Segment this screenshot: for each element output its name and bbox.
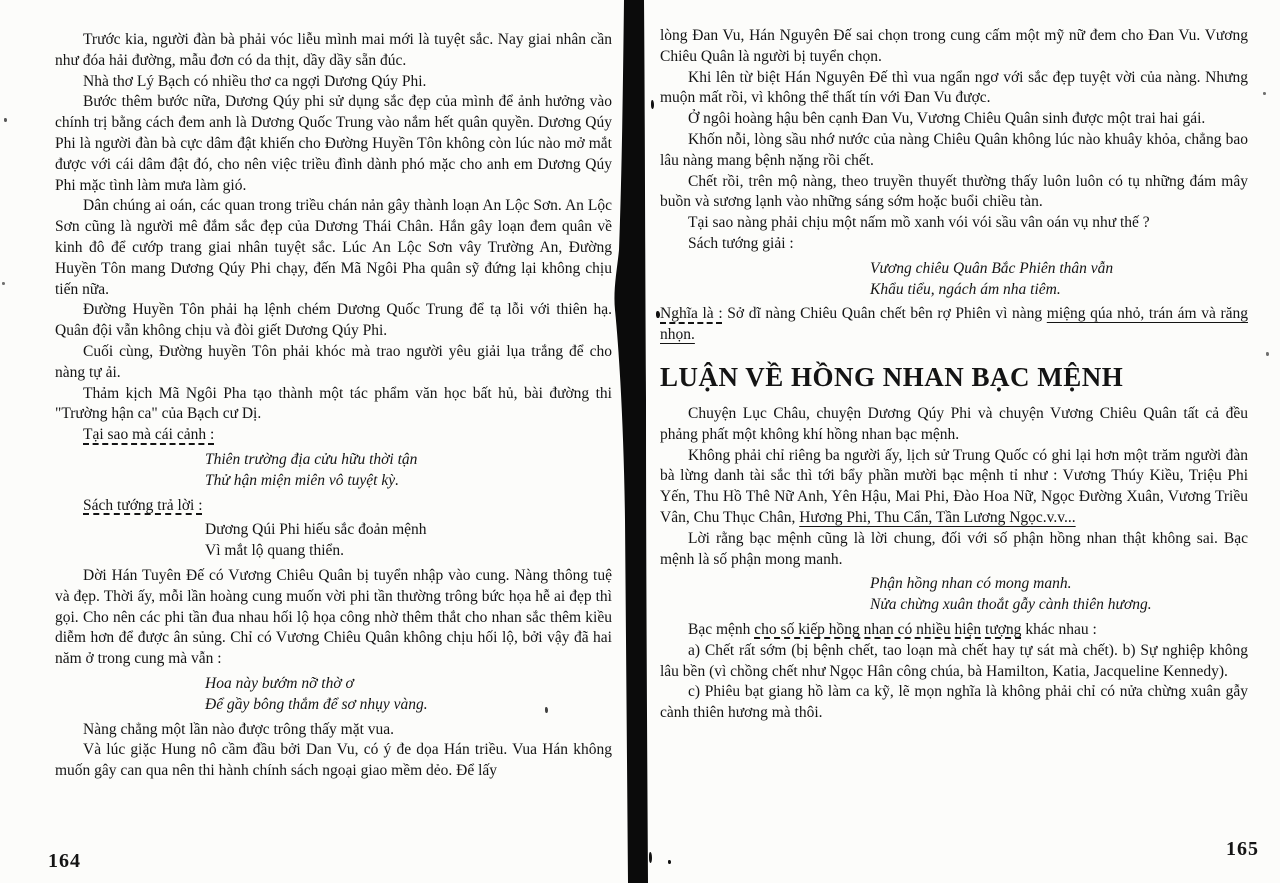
verse: [205, 674, 612, 716]
ink-speck: [1263, 92, 1266, 95]
paragraph: Lời rằng bạc mệnh cũng là lời chung, đối với số phận hồng nhan thật không sai. Bạc mệnh là số phận mong manh.: [660, 529, 1248, 568]
verse: [205, 520, 612, 562]
verse-line: Khẩu tiểu, ngách ám nha tiêm.: [870, 280, 1061, 298]
verse-line: Phận hồng nhan có mong manh.: [870, 575, 1072, 593]
paragraph: Bước thêm bước nữa, Dương Qúy phi sử dụng sắc đẹp của mình để ảnh hưởng vào chính trị bằng cách đem anh là Dương Quốc Trung vào nắm hết quân quyền. Dương Qúy Phi là người đàn bà cực dâm đật khiến cho Đường Huyền Tôn không còn lúc nào mở mắt được với cái dâm đật đó, cho nên việc triều đình dành phó mặc cho anh em Dương Qúy Phi mặc tình làm mưa làm gió.: [55, 93, 612, 194]
paragraph: Dân chúng ai oán, các quan trong triều chán nản gây thành loạn An Lộc Sơn. An Lộc Sơn cũng là người mê đắm sắc đẹp của Dương Thái Chân. Hắn gây loạn đem quân về kinh đô để cướp trang giai nhân tuyệt sắc. Lúc An Lộc Sơn vây Trường An, Đường Huyền Tôn mang Dương Qúy Phi chạy, đến Mã Ngôi Pha quân sỹ đứng lại không chịu tiến nữa.: [55, 197, 612, 298]
paragraph: Sách tướng giải :: [688, 234, 794, 252]
paragraph-text: Bạc mệnh: [688, 620, 755, 638]
paragraph: Nàng chẳng một lần nào được trông thấy mặt vua.: [83, 720, 395, 738]
paragraph: Dời Hán Tuyên Đế có Vương Chiêu Quân bị tuyển nhập vào cung. Nàng thông tuệ và đẹp. Thời ấy, mỗi lần hoàng cung muốn vời phi tần thường trông bức họa hễ ai đẹp thì gọi. Cho nên các phi tần đua nhau hối lộ họa công nhờ thêm thắt cho nhan sắc thêm kiều diễm hơn để được ân sủng. Chỉ có Vương Chiêu Quân không chịu hối lộ, bởi vậy đã hai năm ở trong cung mà vẫn :: [55, 566, 612, 668]
paragraph: lòng Đan Vu, Hán Nguyên Đế sai chọn trong cung cấm một mỹ nữ đem cho Đan Vu. Vương Chiêu Quân là người bị tuyển chọn.: [660, 27, 1248, 65]
underlined-text: Sách tướng trả lời :: [83, 496, 203, 514]
verse-line: Nửa chừng xuân thoắt gẫy cành thiên hương.: [870, 596, 1152, 614]
paragraph-text: Không phải chỉ riêng ba người ấy, lịch sử Trung Quốc có ghi lại hơn một trăm người đàn bà lừng danh tài sắc thì tới bẩy phần mười bạc mệnh tỉ như : Vương Thúy Kiều, Triệu Phi Yến, Thu Hồ Thê Nữ Anh, Yên Hậu, Mai Phi, Đào Hoa Nữ, Ngọc Đường Xuân, Vương Triều Vân, Chu Thục Chân,: [660, 446, 1248, 526]
paragraph-text: Sở dĩ nàng Chiêu Quân chết bên rợ Phiên vì nàng: [722, 305, 1047, 323]
verse-line: Để gầy bông thắm để sơ nhụy vàng.: [205, 695, 428, 713]
ink-speck: [4, 118, 7, 122]
paragraph: [660, 446, 1248, 529]
verse: [870, 259, 1248, 301]
paragraph: Nhà thơ Lý Bạch có nhiều thơ ca ngợi Dương Qúy Phi.: [83, 72, 427, 90]
verse-line: Hoa này bướm nỡ thờ ơ: [205, 674, 354, 692]
verse: [870, 574, 1248, 616]
ink-speck: [1266, 352, 1269, 356]
paragraph: a) Chết rất sớm (bị bệnh chết, tao loạn mà chết hay tự sát mà chết). b) Sự nghiệp không lâu bền (vì chồng chết như Ngọc Hân công chúa, bà Hamilton, Katia, Jacqueline Kennedy).: [660, 641, 1248, 680]
paragraph: Chết rồi, trên mộ nàng, theo truyền thuyết thường thấy luôn luôn có tụ những đám mây buồn và sương lạnh vào những sáng sớm hoặc buổi chiều tàn.: [660, 172, 1248, 211]
gutter-shape: [614, 0, 648, 883]
paragraph: [55, 425, 612, 446]
ink-speck: [2, 282, 5, 285]
ink-speck: [668, 860, 671, 864]
verse-line: Thử hận miện miên vô tuyệt kỳ.: [205, 471, 399, 489]
page-number-right: 165: [1226, 838, 1259, 860]
paragraph: Chuyện Lục Châu, chuyện Dương Qúy Phi và chuyện Vương Chiêu Quân tất cả đều phảng phất một không khí hồng nhan bạc mệnh.: [660, 404, 1248, 443]
page-left: [55, 30, 612, 782]
paragraph: [660, 304, 1248, 346]
underlined-text: Nghĩa là :: [660, 305, 723, 323]
paragraph: c) Phiêu bạt giang hồ làm ca kỹ, lẽ mọn nghĩa là không phải chỉ có nửa chừng xuân gẫy cành thiên hương mà thôi.: [660, 683, 1248, 722]
verse: [205, 450, 612, 492]
ink-speck: [649, 852, 652, 863]
ink-speck: [656, 311, 660, 318]
paragraph: Cuối cùng, Đường huyền Tôn phải khóc mà trao người yêu giải lụa trắng để cho nàng tự ải.: [55, 342, 612, 381]
verse-line: Dương Qúi Phi hiếu sắc đoản mệnh: [205, 521, 427, 539]
ink-speck: [545, 707, 548, 713]
ink-speck: [651, 100, 654, 109]
paragraph: Trước kia, người đàn bà phải vóc liễu mình mai mới là tuyệt sắc. Nay giai nhân cần như đóa hải đường, mẫu đơn có da thịt, dầy dầy sẵn đúc.: [55, 31, 612, 69]
paragraph: Khốn nỗi, lòng sầu nhớ nước của nàng Chiêu Quân không lúc nào khuây khỏa, chẳng bao lâu nàng mang bệnh nặng rồi chết.: [660, 130, 1248, 169]
verse-line: Vì mắt lộ quang thiển.: [205, 542, 345, 560]
verse-line: Vương chiêu Quân Bắc Phiên thân vẫn: [870, 259, 1114, 277]
paragraph: [55, 496, 612, 517]
paragraph: [660, 620, 1248, 641]
paragraph-text: khác nhau :: [1021, 620, 1097, 638]
underlined-text: cho số kiếp hồng nhan có nhiều hiện tượng: [754, 620, 1022, 638]
underlined-text: Tại sao mà cái cảnh :: [83, 426, 215, 444]
paragraph: Đường Huyền Tôn phải hạ lệnh chém Dương Quốc Trung để tạ lỗi với thiên hạ. Quân đội vẫn không chịu và đòi giết Dương Qúy Phi.: [55, 301, 612, 340]
page-number-left: 164: [48, 850, 81, 872]
underlined-text: miệng qúa nhỏ, trán ám và răng nhọn.: [660, 305, 1248, 344]
paragraph: Ở ngôi hoàng hậu bên cạnh Đan Vu, Vương Chiêu Quân sinh được một trai hai gái.: [688, 110, 1206, 128]
paragraph: Và lúc giặc Hung nô cầm đầu bởi Dan Vu, có ý đe dọa Hán triều. Vua Hán không muốn gây can qua nên thi hành chính sách ngoại giao mềm dẻo. Để lấy: [55, 741, 612, 780]
book-gutter: [608, 0, 668, 883]
paragraph: Khi lên từ biệt Hán Nguyên Đế thì vua ngẩn ngơ với sắc đẹp tuyệt vời của nàng. Nhưng muộn mất rồi, vì không thể thất tín với Đan Vu được.: [660, 68, 1248, 107]
paragraph: Tại sao nàng phải chịu một nấm mồ xanh vói vói sầu vân oán vụ như thế ?: [688, 214, 1150, 232]
underlined-text: Hương Phi, Thu Cẩn, Tần Lương Ngọc.v.v...: [799, 508, 1076, 526]
page-right: [660, 26, 1248, 724]
section-heading: LUẬN VỀ HỒNG NHAN BẠC MỆNH: [660, 361, 1124, 392]
verse-line: Thiên trường địa cửu hữu thời tận: [205, 450, 418, 468]
paragraph: Thảm kịch Mã Ngôi Pha tạo thành một tác phẩm văn học bất hủ, bài đường thi "Trường hận ca" của Bạch cư Dị.: [55, 384, 612, 423]
